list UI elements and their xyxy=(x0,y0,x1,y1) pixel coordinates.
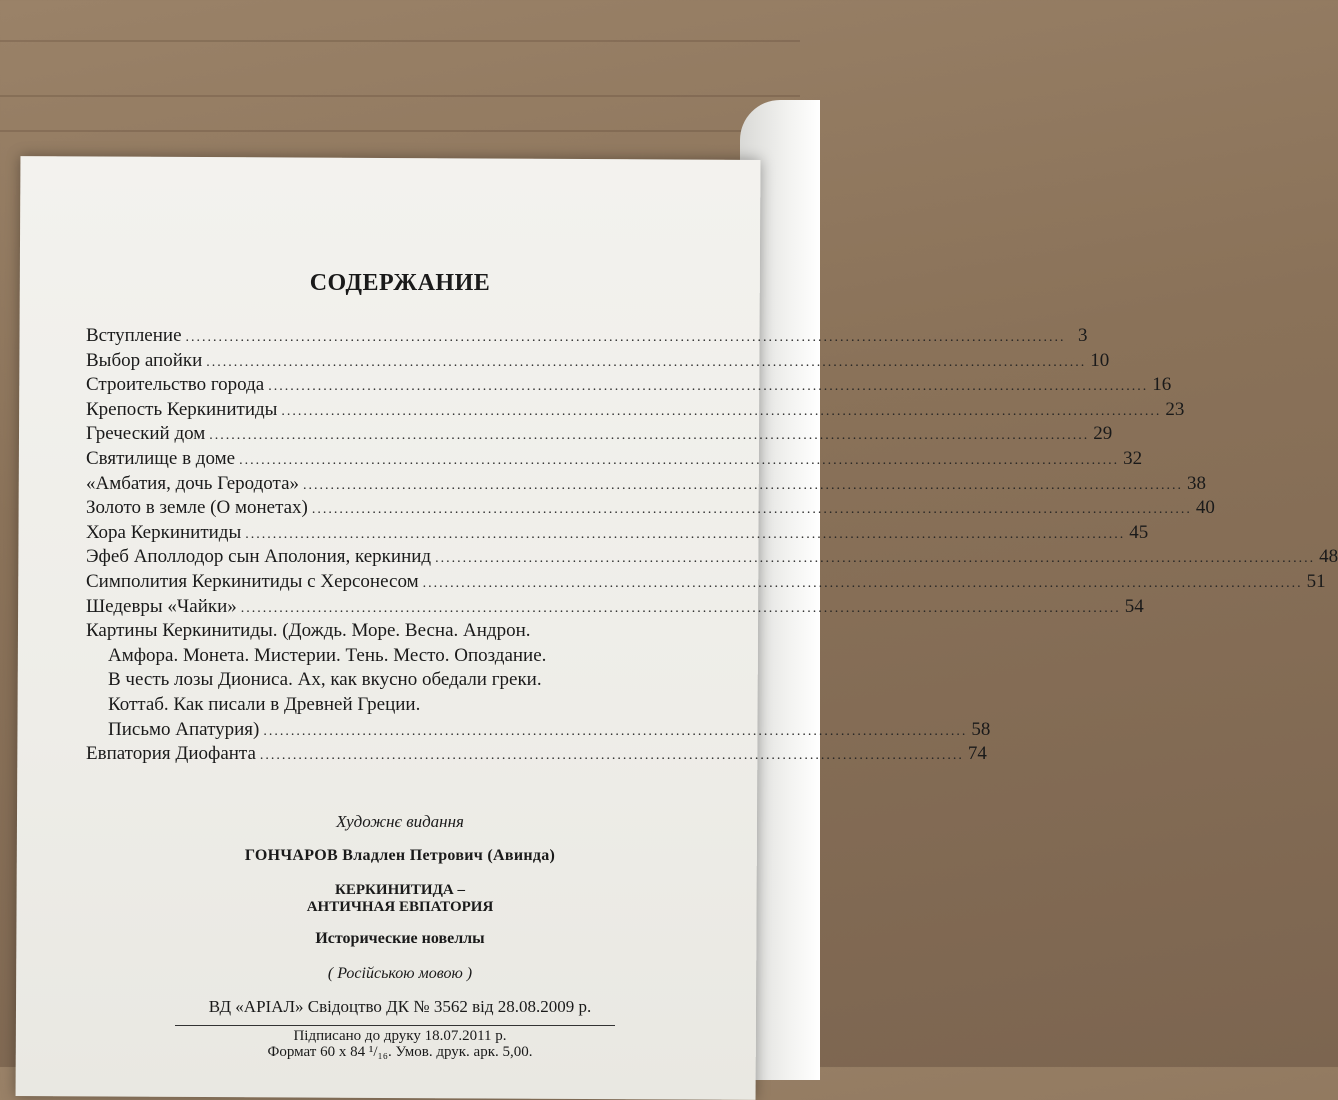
toc-page-number: 58 xyxy=(971,718,991,740)
toc-entry-continuation xyxy=(86,718,991,743)
book-title xyxy=(0,882,800,916)
divider xyxy=(175,1025,615,1026)
toc-entry-continuation xyxy=(86,693,684,718)
toc-entry xyxy=(86,324,1088,349)
toc-leader-dots: ................................................................................................................................................................ xyxy=(268,379,1149,395)
toc-entry xyxy=(86,545,1338,570)
toc-page-number: 48 xyxy=(1319,546,1338,568)
toc-leader-dots: ................................................................................................................................................................ xyxy=(303,477,1184,493)
toc-entry xyxy=(86,570,1326,595)
toc-entry-title: «Амбатия, дочь Геродота» xyxy=(86,472,300,494)
toc-entry xyxy=(86,447,1143,472)
toc-entry-title: Вступление xyxy=(86,325,182,346)
toc-entry xyxy=(86,398,1185,423)
toc-leader-dots: ................................................................................................................................................................ xyxy=(311,502,1192,518)
toc-leader-dots: ................................................................................................................................ xyxy=(259,748,964,764)
print-info xyxy=(0,1028,800,1060)
toc-page-number: 51 xyxy=(1306,570,1326,592)
toc-entry-title: Симполития Керкинитиды с Херсонесом xyxy=(86,570,419,592)
toc-page-number: 54 xyxy=(1124,595,1144,617)
toc-leader-dots: ................................................................................................................................................................ xyxy=(422,575,1303,591)
toc-leader-dots: ................................................................................................................................ xyxy=(263,723,968,739)
toc-entry-title: Святилище в доме xyxy=(86,447,236,469)
toc-page-number: 32 xyxy=(1123,447,1143,469)
table-of-contents xyxy=(86,324,1338,767)
toc-entry-continuation xyxy=(86,644,684,669)
toc-entry-continuation xyxy=(86,668,684,693)
toc-entry-title: Амфора. Монета. Мистерии. Тень. Место. Опоздание. xyxy=(108,644,547,666)
page-title: СОДЕРЖАНИЕ xyxy=(309,270,491,296)
toc-page-number: 74 xyxy=(967,743,987,765)
toc-entry-title: Шедевры «Чайки» xyxy=(86,595,237,617)
publisher-info: ВД «АРІАЛ» Свідоцтво ДК № 3562 від 28.08.2009 р. xyxy=(208,997,592,1016)
toc-entry-title: Евпатория Диофанта xyxy=(86,743,256,765)
toc-entry xyxy=(86,521,1149,546)
toc-page-number: 3 xyxy=(1078,325,1088,346)
toc-entry-title: Греческий дом xyxy=(86,423,206,445)
toc-leader-dots: ................................................................................................................................................................ xyxy=(206,354,1087,370)
toc-leader-dots: ................................................................................................................................................................ xyxy=(185,330,1066,345)
toc-entry-title: Картины Керкинитиды. (Дождь. Море. Весна. Андрон. xyxy=(86,620,531,642)
toc-leader-dots: ................................................................................................................................................................ xyxy=(281,403,1162,419)
toc-page-number: 16 xyxy=(1152,374,1172,396)
toc-page-number: 23 xyxy=(1165,398,1185,420)
toc-entry xyxy=(86,742,987,767)
toc-entry-title: Строительство города xyxy=(86,374,265,396)
language-note: ( Російською мовою ) xyxy=(327,965,473,982)
toc-entry xyxy=(86,349,1110,374)
toc-entry-title: Крепость Керкинитиды xyxy=(86,398,278,420)
toc-entry-title: В честь лозы Диониса. Ах, как вкусно обедали греки. xyxy=(108,669,542,691)
toc-leader-dots: ................................................................................................................................................................ xyxy=(240,600,1121,616)
toc-page-number: 29 xyxy=(1093,423,1113,445)
toc-entry xyxy=(86,373,1172,398)
toc-entry xyxy=(86,619,684,644)
signed-date: Підписано до друку 18.07.2011 р. xyxy=(293,1028,507,1044)
toc-entry xyxy=(86,422,1113,447)
toc-entry-title: Эфеб Аполлодор сын Аполония, керкинид xyxy=(86,546,432,568)
toc-leader-dots: ................................................................................................................................................................ xyxy=(209,428,1090,444)
toc-leader-dots: ................................................................................................................................................................ xyxy=(239,452,1120,468)
book-title-line: КЕРКИНИТИДА – xyxy=(335,882,465,898)
toc-page-number: 40 xyxy=(1195,497,1215,519)
toc-entry-title: Хора Керкинитиды xyxy=(86,521,242,543)
author: ГОНЧАРОВ Владлен Петрович (Авинда) xyxy=(244,847,556,864)
toc-entry-title: Выбор апойки xyxy=(86,349,203,371)
toc-page-number: 10 xyxy=(1090,349,1110,371)
toc-leader-dots: ................................................................................................................................................................ xyxy=(245,526,1126,542)
toc-page-number: 45 xyxy=(1129,521,1149,543)
toc-entry xyxy=(86,595,1144,620)
toc-leader-dots: ................................................................................................................................................................ xyxy=(435,551,1316,567)
edition-type: Художнє видання xyxy=(336,812,464,831)
book-title-line: АНТИЧНАЯ ЕВПАТОРИЯ xyxy=(306,899,494,915)
toc-entry xyxy=(86,472,1207,497)
genre: Исторические новеллы xyxy=(315,930,485,947)
toc-page-number: 38 xyxy=(1187,472,1207,494)
toc-entry-title: Коттаб. Как писали в Древней Греции. xyxy=(108,693,421,715)
toc-entry xyxy=(86,496,1215,521)
toc-entry-title: Золото в земле (О монетах) xyxy=(86,497,308,519)
format-info: Формат 60 х 84 ¹/₁₆. Умов. друк. арк. 5,00. xyxy=(267,1044,533,1060)
toc-entry-title: Письмо Апатурия) xyxy=(108,718,260,740)
